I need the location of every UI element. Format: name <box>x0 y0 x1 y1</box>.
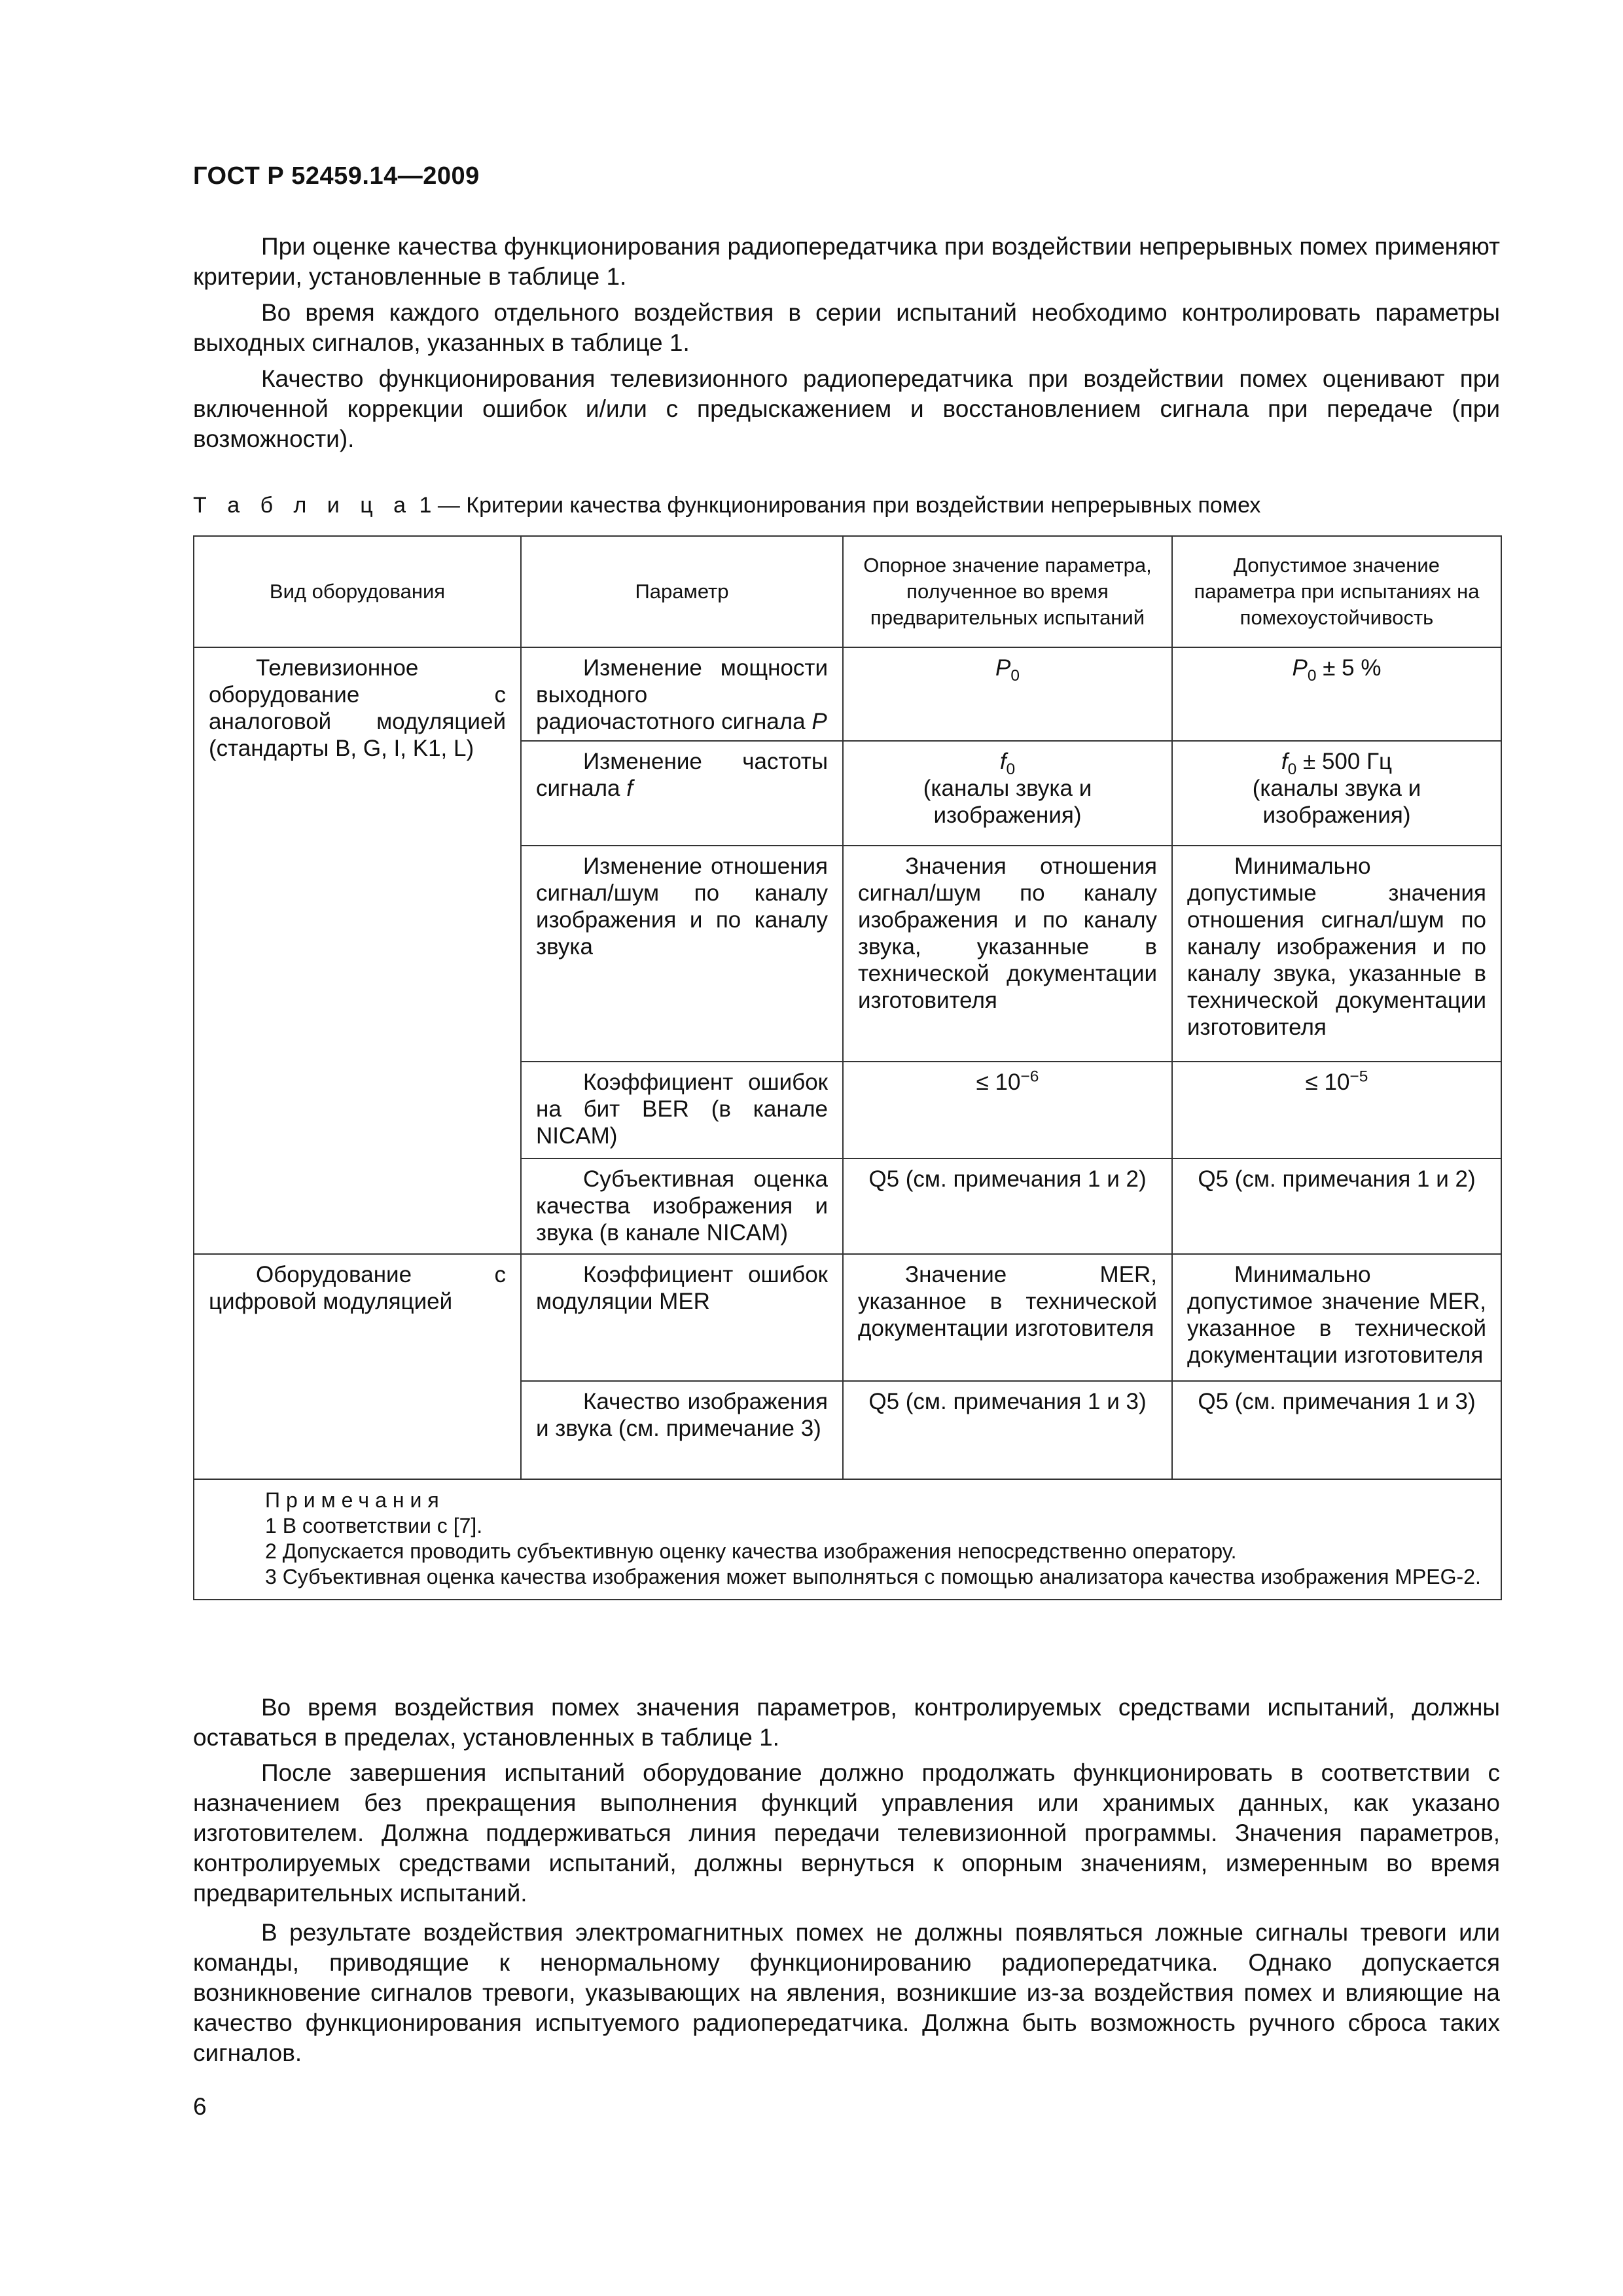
table-caption-title: 1 — Критерии качества функционирования при воздействии непрерывных помех <box>413 493 1261 518</box>
parameter-cell: Коэффициент ошибок на бит BER (в канале NICAM) <box>521 1062 843 1158</box>
reference-cell: Значение MER, указанное в технической документации изготовителя <box>843 1254 1172 1381</box>
notes-title: Примечания <box>265 1488 445 1512</box>
table-row <box>194 1254 1501 1381</box>
intro-paragraph: Во время каждого отдельного воздействия в серии испытаний необходимо контролировать параметры выходных сигналов, указанных в таблице 1. <box>193 299 1500 356</box>
parameter-cell: Качество изображения и звука (см. примечание 3) <box>521 1381 843 1479</box>
parameter-cell: Изменение отношения сигнал/шум по каналу изображения и по каналу звука <box>521 846 843 1062</box>
parameter-cell: Изменение частоты сигнала f <box>521 741 843 846</box>
header-reference: Опорное значение параметра, полученное во время предварительных испытаний <box>843 536 1172 647</box>
table-header-row <box>194 536 1501 647</box>
note-item: 2 Допускается проводить субъективную оценку качества изображения непосредственно оператору. <box>265 1539 1237 1563</box>
table-caption-label: Т а б л и ц а <box>193 493 414 518</box>
parameter-cell: Коэффициент ошибок модуляции MER <box>521 1254 843 1381</box>
parameter-cell: Изменение мощности выходного радиочастотного сигнала P <box>521 647 843 741</box>
reference-cell: $f_0$ (каналы звука и изображения) <box>843 741 1172 846</box>
header-parameter: Параметр <box>521 536 843 647</box>
reference-cell: Q5 (см. примечания 1 и 2) <box>843 1158 1172 1254</box>
intro-paragraph: При оценке качества функционирования радиопередатчика при воздействии непрерывных помех применяют критерии, установленные в таблице 1. <box>193 233 1500 290</box>
reference-cell: $P_0$ <box>843 647 1172 741</box>
reference-cell: ≤ $10^{-6}$ <box>843 1062 1172 1158</box>
document-code-header: ГОСТ Р 52459.14—2009 <box>193 162 480 190</box>
allowed-cell: Q5 (см. примечания 1 и 2) <box>1172 1158 1501 1254</box>
header-allowed: Допустимое значение параметра при испытаниях на помехоустойчивость <box>1172 536 1501 647</box>
equipment-cell: Оборудование с цифровой модуляцией <box>194 1254 521 1479</box>
allowed-cell: Q5 (см. примечания 1 и 3) <box>1172 1381 1501 1479</box>
outro-paragraph: После завершения испытаний оборудование должно продолжать функционировать в соответствии с назначением без прекращения выполнения функций управления или хранимых данных, как указано изготовителем. Должна поддерживаться линия передачи телевизионной программы. Значения параметров, контролируемых средствами испытаний, должны вернуться к опорным значениям, измеренным во время предварительных испытаний. <box>193 1759 1500 1907</box>
note-item: 1 В соответствии с [7]. <box>265 1514 483 1537</box>
note-item: 3 Субъективная оценка качества изображения может выполняться с помощью анализатора качества изображения MPEG-2. <box>265 1565 1481 1588</box>
reference-cell: Q5 (см. примечания 1 и 3) <box>843 1381 1172 1479</box>
header-equipment: Вид оборудования <box>194 536 521 647</box>
table-row <box>194 647 1501 741</box>
intro-paragraph: Качество функционирования телевизионного радиопередатчика при воздействии помех оценивают при включенной коррекции ошибок и/или с предыскажением и восстановлением сигнала при передаче (при возможности). <box>193 365 1500 452</box>
table-notes <box>194 1479 1501 1600</box>
allowed-cell: $f_0 \pm 500$ Гц (каналы звука и изображения) <box>1172 741 1501 846</box>
allowed-cell: Минимально допустимые значения отношения сигнал/шум по каналу изображения и по каналу звука, указанные в технической документации изготовителя <box>1172 846 1501 1062</box>
outro-paragraph: Во время воздействия помех значения параметров, контролируемых средствами испытаний, должны оставаться в пределах, установленных в таблице 1. <box>193 1694 1500 1751</box>
criteria-table <box>193 535 1502 1600</box>
page-number: 6 <box>193 2093 207 2120</box>
allowed-cell: ≤ $10^{-5}$ <box>1172 1062 1501 1158</box>
outro-paragraph: В результате воздействия электромагнитных помех не должны появляться ложные сигналы тревоги или команды, приводящие к ненормальному функционированию радиопередатчика. Однако допускается возникновение сигналов тревоги, указывающих на явления, возникшие из-за воздействия помех и влияющие на качество функционирования испытуемого радиопередатчика. Должна быть возможность ручного сброса таких сигналов. <box>193 1919 1500 2066</box>
allowed-cell: $P_0 \pm 5$ % <box>1172 647 1501 741</box>
table-caption <box>193 492 1260 518</box>
allowed-cell: Минимально допустимое значение MER, указанное в технической документации изготовителя <box>1172 1254 1501 1381</box>
reference-cell: Значения отношения сигнал/шум по каналу изображения и по каналу звука, указанные в технической документации изготовителя <box>843 846 1172 1062</box>
parameter-cell: Субъективная оценка качества изображения и звука (в канале NICAM) <box>521 1158 843 1254</box>
equipment-cell: Телевизионное оборудование с аналоговой модуляцией (стандарты B, G, I, K1, L) <box>194 647 521 1254</box>
table-notes-row <box>194 1479 1501 1600</box>
